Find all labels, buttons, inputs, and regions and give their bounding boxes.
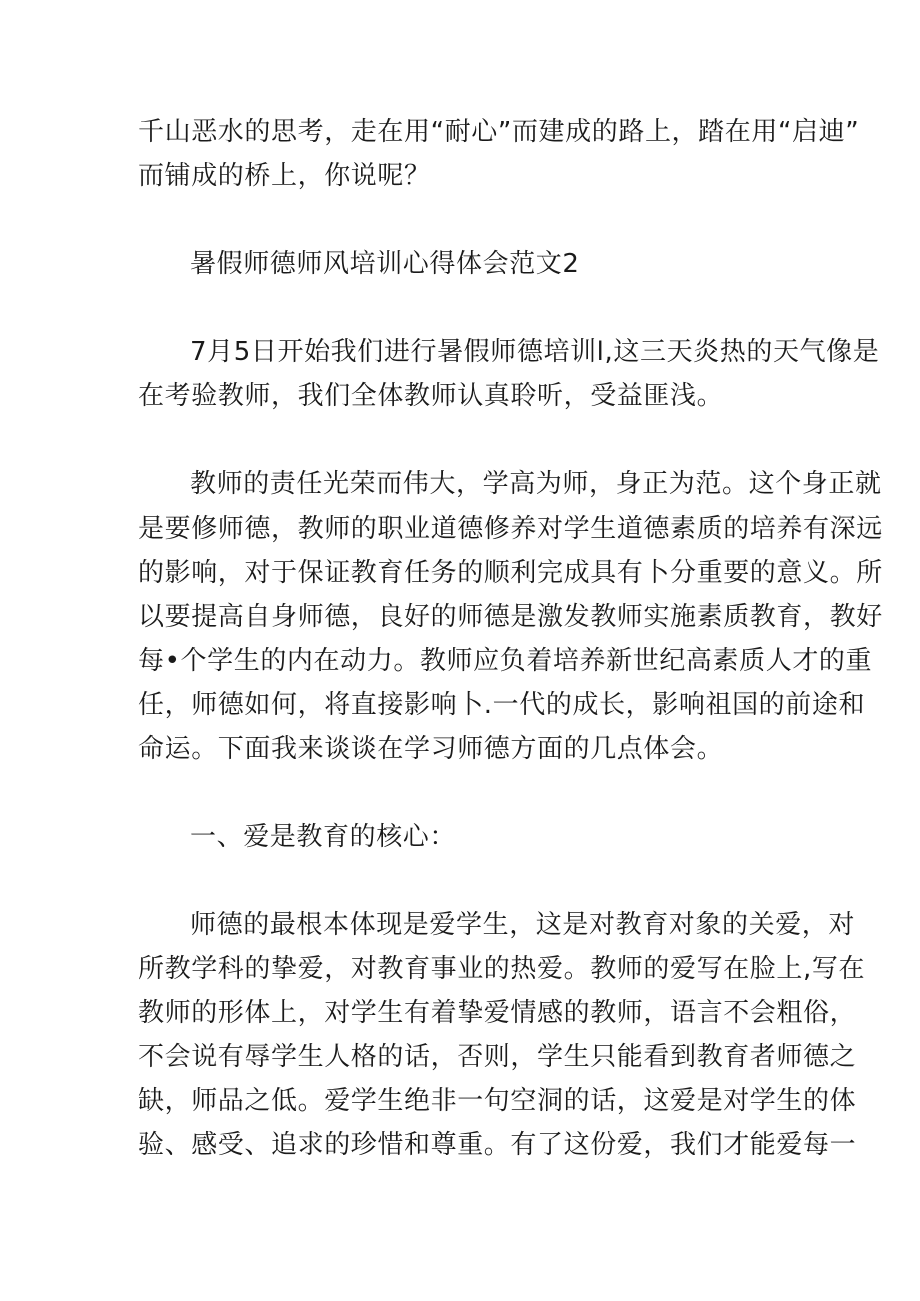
text-line: 验、感受、追求的珍惜和尊重。有了这份爱，我们才能爱每一	[138, 1130, 857, 1160]
text-line: 每•个学生的内在动力。教师应负着培养新世纪高素质人才的重	[138, 646, 873, 676]
section-heading: 暑假师德师风培训心得体会范文2	[190, 249, 580, 279]
text-line: 的影响，对于保证教育任务的顺利完成具有卜分重要的意义。所	[138, 558, 883, 588]
text-line: 在考验教师，我们全体教师认真聆听，受益匪浅。	[138, 381, 724, 411]
text-line: 所教学科的挚爱，对教育事业的热爱。教师的爱写在脸上,写在	[138, 954, 866, 984]
text-line: 是要修师德，教师的职业道德修养对学生道德素质的培养有深远	[138, 514, 883, 544]
text-line: 7月5日开始我们进行暑假师德培训l,这三天炎热的天气像是	[190, 337, 880, 367]
text-line: 教师的责任光荣而伟大，学高为师，身正为范。这个身正就	[190, 469, 882, 499]
text-line: 而铺成的桥上，你说呢？	[138, 161, 431, 191]
subheading: 一、爱是教育的核心：	[190, 822, 457, 852]
text-line: 不会说有辱学生人格的话，否则，学生只能看到教育者师德之	[138, 1042, 857, 1072]
text-line: 千山恶水的思考，走在用“耐心”而建成的路上，踏在用“启迪”	[138, 117, 860, 147]
text-line: 教师的形体上，对学生有着挚爱情感的教师，语言不会粗俗，	[138, 998, 857, 1028]
text-line: 命运。下面我来谈谈在学习师德方面的几点体会。	[138, 734, 724, 764]
text-line: 任，师德如何，将直接影响卜.一代的成长，影响祖国的前途和	[138, 690, 866, 720]
text-line: 师德的最根本体现是爱学生，这是对教育对象的关爱，对	[190, 910, 856, 940]
text-line: 以要提高自身师德，良好的师德是激发教师实施素质教育，教好	[138, 602, 883, 632]
text-line: 缺，师品之低。爱学生绝非一句空洞的话，这爱是对学生的体	[138, 1086, 857, 1116]
